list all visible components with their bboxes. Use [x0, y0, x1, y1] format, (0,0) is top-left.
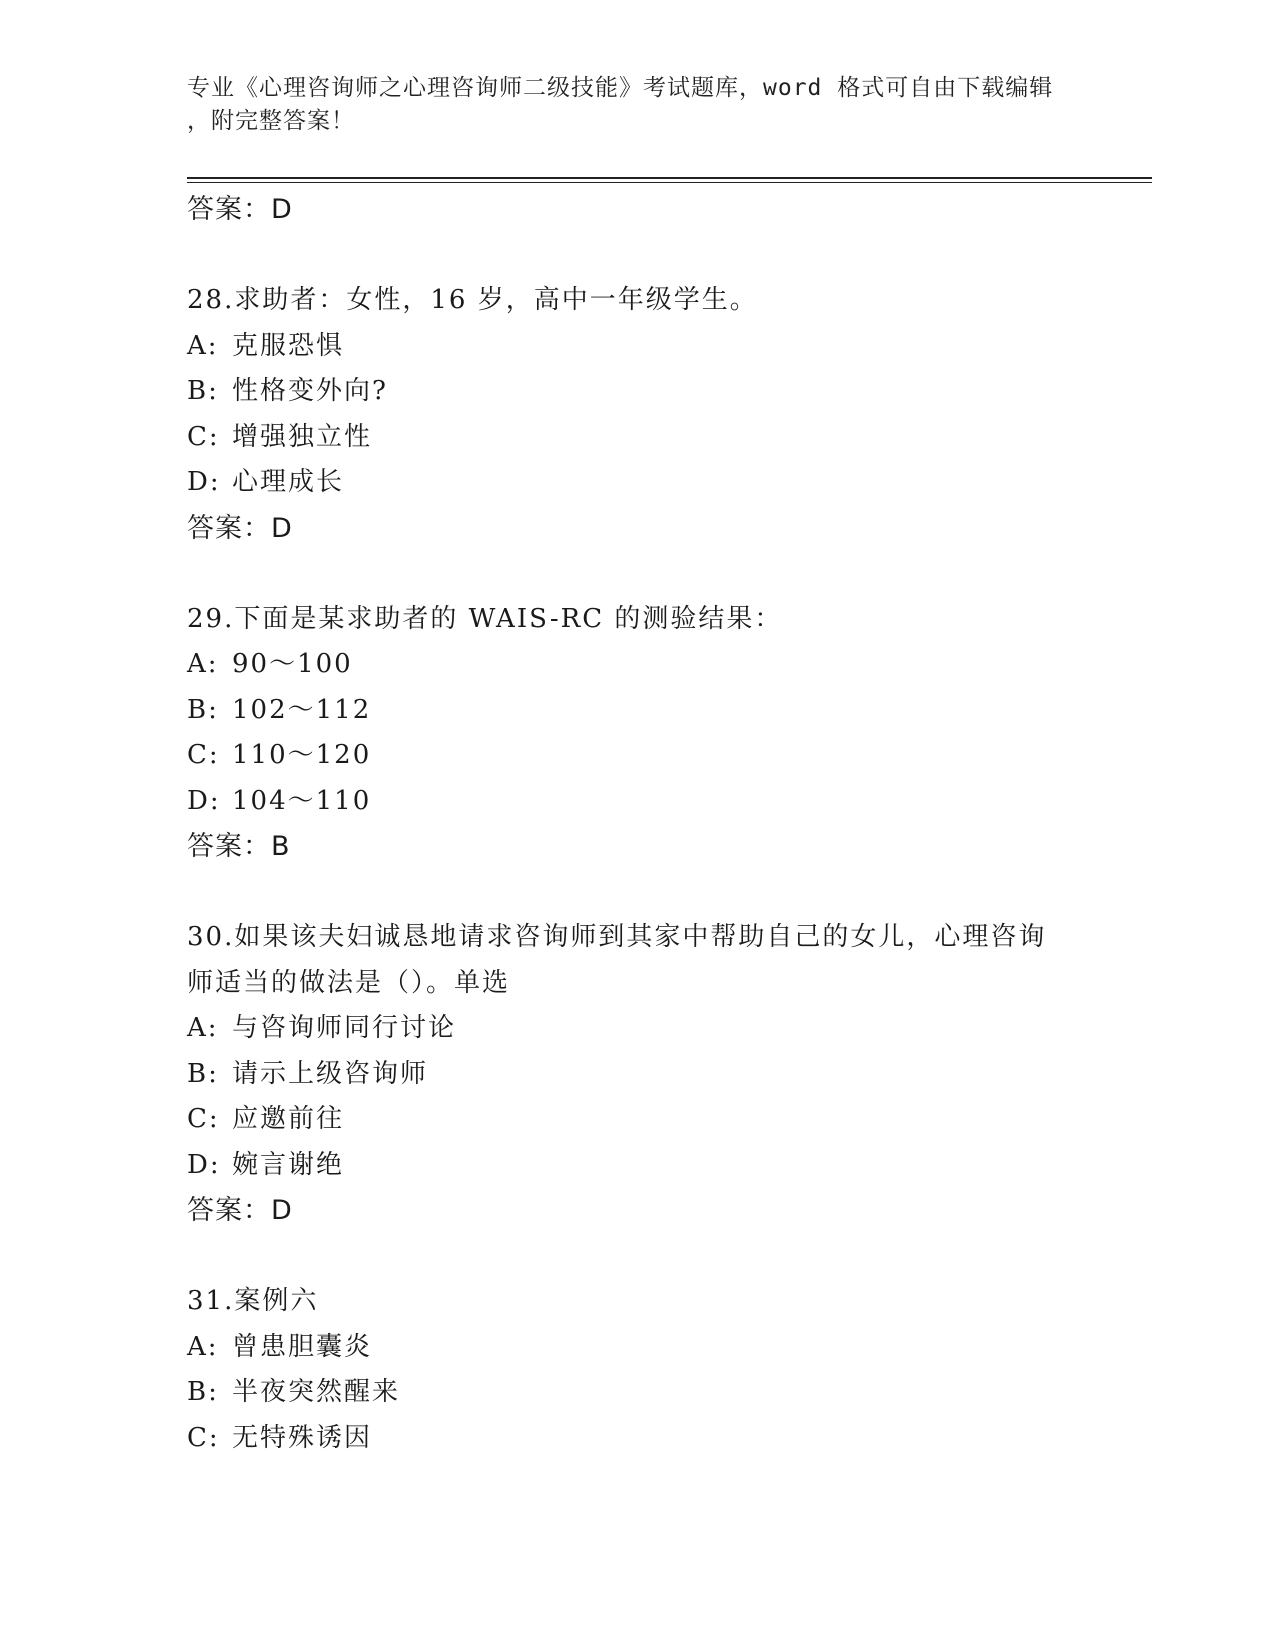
- option-text: 增强独立性: [232, 421, 373, 452]
- option-d: [187, 1143, 1152, 1189]
- option-a: [187, 324, 1152, 370]
- option-letter: C:: [187, 1104, 220, 1134]
- option-letter: C:: [187, 1422, 220, 1453]
- document-header: [187, 72, 1087, 138]
- header-divider-thin: [187, 182, 1152, 183]
- previous-answer: 答案：D: [187, 194, 293, 225]
- answer-line: 答案：B: [187, 831, 291, 862]
- option-letter: B:: [187, 694, 219, 725]
- question-block: [187, 278, 1152, 551]
- question-stem-continued: 师适当的做法是（）。单选: [187, 967, 511, 998]
- option-text: 请示上级咨询师: [232, 1058, 429, 1089]
- option-text: 心理成长: [232, 467, 345, 497]
- option-letter: D:: [187, 1149, 221, 1180]
- option-text: 无特殊诱因: [232, 1422, 373, 1453]
- header-line-2: ，附完整答案！: [187, 108, 355, 134]
- option-a: [187, 642, 1152, 688]
- question-stem: 28.求助者：女性，16 岁，高中一年级学生。: [187, 285, 758, 315]
- option-text: 曾患胆囊炎: [232, 1331, 373, 1362]
- header-divider-thick: [187, 177, 1152, 179]
- option-b: [187, 1370, 1152, 1416]
- question-block: [187, 915, 1152, 1234]
- option-c: [187, 733, 1152, 779]
- option-b: [187, 369, 1152, 415]
- option-a: [187, 1006, 1152, 1052]
- option-letter: D:: [187, 785, 221, 816]
- option-letter: D:: [187, 467, 221, 497]
- option-c: [187, 1097, 1152, 1143]
- option-letter: A:: [187, 1013, 219, 1043]
- option-text: 90～100: [232, 649, 353, 679]
- option-text: 婉言谢绝: [232, 1149, 345, 1180]
- question-block: [187, 597, 1152, 870]
- spacer: [187, 551, 1152, 597]
- option-letter: C:: [187, 421, 220, 452]
- option-text: 102～112: [232, 694, 372, 725]
- spacer: [187, 1234, 1152, 1280]
- question-stem: 29.下面是某求助者的 WAIS-RC 的测验结果：: [187, 603, 783, 634]
- option-letter: C:: [187, 740, 220, 770]
- option-letter: B:: [187, 1058, 219, 1089]
- spacer: [187, 233, 1152, 279]
- option-text: 半夜突然醒来: [232, 1377, 401, 1407]
- option-d: [187, 460, 1152, 506]
- option-b: [187, 688, 1152, 734]
- question-stem: 31.案例六: [187, 1286, 319, 1316]
- header-line-1: 专业《心理咨询师之心理咨询师二级技能》考试题库，word 格式可自由下载编辑: [187, 75, 1054, 101]
- option-a: [187, 1325, 1152, 1371]
- option-letter: A:: [187, 649, 219, 679]
- option-text: 与咨询师同行讨论: [232, 1013, 457, 1043]
- option-letter: B:: [187, 376, 219, 406]
- option-text: 克服恐惧: [232, 330, 345, 361]
- option-c: [187, 415, 1152, 461]
- option-text: 性格变外向?: [232, 376, 388, 406]
- option-text: 104～110: [232, 785, 372, 816]
- option-text: 应邀前往: [232, 1104, 345, 1134]
- question-block: [187, 1279, 1152, 1461]
- option-d: [187, 779, 1152, 825]
- option-letter: A:: [187, 1331, 219, 1362]
- option-letter: A:: [187, 330, 219, 361]
- option-letter: B:: [187, 1377, 219, 1407]
- option-c: [187, 1416, 1152, 1462]
- question-list: [187, 187, 1152, 1461]
- question-stem: 30.如果该夫妇诚恳地请求咨询师到其家中帮助自己的女儿，心理咨询: [187, 922, 1047, 952]
- answer-line: 答案：D: [187, 1195, 293, 1226]
- option-b: [187, 1052, 1152, 1098]
- answer-line: 答案：D: [187, 512, 293, 544]
- option-text: 110～120: [232, 740, 372, 770]
- spacer: [187, 870, 1152, 916]
